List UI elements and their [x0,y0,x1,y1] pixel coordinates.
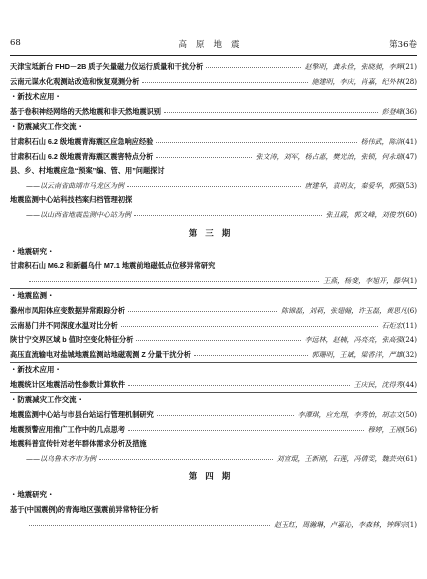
toc-entry[interactable] [10,259,417,274]
entry-page: (60) [402,210,417,219]
entry-byline [380,319,417,334]
toc-entry-continuation[interactable] [10,179,417,194]
entry-byline [272,518,417,533]
dot-leader [164,112,378,114]
toc-entry[interactable] [10,105,417,120]
entry-byline [366,423,417,438]
entry-title: 高压直流输电对盐城地震监测站地磁观测 Z 分量干扰分析 [10,349,191,359]
dot-leader [29,525,270,527]
entry-authors: 赵玉红，周瀚琳，卢嘉沁，李森林，钟辉宗 [274,520,408,529]
entry-title: 地震监测中心站与市县台站运行管理机制研究 [10,410,154,420]
entry-byline [324,208,417,223]
entry-page: (11) [402,321,417,330]
toc-entry-continuation[interactable] [10,208,417,223]
entry-page: (44) [402,380,417,389]
toc-entry-continuation[interactable] [10,274,417,289]
section-heading: ・新技术应用・ [10,92,62,102]
entry-authors: 唐建华，袁明友，秦爱华，郭强 [304,181,403,190]
toc-entry[interactable] [10,348,417,363]
dot-leader [127,186,301,188]
dot-leader [157,415,294,417]
entry-title: 甘肃积石山 6.2 级地震青海震区应急响应经验 [10,136,154,146]
dot-leader [128,311,277,313]
dot-leader [156,142,357,144]
entry-byline [296,408,417,423]
toc-entry[interactable] [10,408,417,423]
entry-authors: 王燕，杨斐，李旭开，滕华 [323,276,408,285]
entry-title: 基于(中国震例)的青海地区强震前异常特征分析 [10,505,159,515]
entry-page: (32) [402,350,417,359]
entry-authors: 张丑霞，郭文峰，刘俊芳 [325,210,403,219]
entry-title [10,277,26,285]
entry-page: (21) [402,63,417,71]
toc-entry[interactable] [10,304,417,319]
entry-byline [310,75,417,90]
entry-page: (6) [407,306,417,315]
entry-title: 地震统计区地震活动性参数计算软件 [10,379,126,389]
toc-entry-continuation[interactable] [10,452,417,467]
toc-entry[interactable] [10,423,417,438]
toc-entry[interactable] [10,437,417,452]
toc-entry[interactable] [10,150,417,165]
dot-leader [99,459,273,461]
entry-authors: 石炬宏 [381,321,403,330]
entry-title: 甘肃积石山 6.2 级地震青海震区震害特点分析 [10,151,154,161]
entry-title: ——以山西省地震监测中心站为例 [26,210,131,219]
dot-leader [128,430,364,432]
entry-title: 地震预警应用推广工作中的几点思考 [10,424,126,434]
dot-leader [128,385,350,387]
journal-name: 高原地震 [178,40,249,50]
issue-heading: 第四期 [188,472,239,483]
toc-entry[interactable] [10,75,417,90]
entry-byline [275,452,417,467]
entry-authors: 刘宣琨，王新刚，石莲，冯倩雯，魏芸央 [276,454,403,463]
entry-authors: 施建明，李庆，肖嘉，纪外林 [311,77,403,86]
entry-authors: 李远林，赵楠，冯亮亮，张高强 [304,336,403,345]
toc-entry[interactable] [10,333,417,348]
entry-title: 云南易门井不同深度水温对比分析 [10,320,118,330]
running-header [10,38,417,52]
entry-page: (1) [407,276,417,285]
section-heading: ・地震研究・ [10,490,55,500]
entry-page: (53) [402,181,417,190]
entry-page: (50) [402,411,417,420]
entry-byline [303,179,417,194]
entry-page: (61) [402,454,417,463]
entry-byline [303,333,417,348]
entry-title: 陕甘宁交界区域 b 值时空变化特征分析 [10,335,134,345]
section-heading: ・新技术应用・ [10,365,62,375]
entry-byline [380,105,417,120]
section-heading: ・防震减灾工作交流・ [10,122,84,132]
entry-authors: 彭登峰 [381,107,403,116]
entry-authors: 郭珊明，王斌，梁香洋，严雄 [311,350,403,359]
entry-title: ——以乌鲁木齐市为例 [26,454,96,463]
entry-byline [254,150,417,165]
dot-leader [121,326,378,328]
volume-label: 第36卷 [389,40,417,50]
entry-title: 云南元谋水化观测站改造和恢复观测分析 [10,76,140,86]
entry-page: (24) [402,336,417,345]
dot-leader [206,67,301,69]
entry-page: (1) [407,520,417,529]
header-rule [10,55,417,56]
entry-page: (41) [402,137,417,146]
toc-entry[interactable] [10,193,417,208]
dot-leader [29,281,319,283]
entry-authors: 王庆民，沈得秀 [353,380,403,389]
table-of-contents [10,60,417,532]
issue-heading: 第三期 [188,228,239,239]
toc-entry[interactable] [10,319,417,334]
toc-entry[interactable] [10,378,417,393]
dot-leader [142,82,308,84]
entry-page: (36) [402,107,417,116]
toc-entry-continuation[interactable] [10,518,417,533]
toc-entry[interactable] [10,135,417,150]
entry-authors: 李潭琪，应允翔，李秀怡，胡志文 [297,411,403,420]
entry-title: 基于卷积神经网络的天然地震和非天然地震识别 [10,106,161,116]
entry-byline [279,304,417,319]
toc-entry[interactable] [10,503,417,518]
dot-leader [194,355,308,357]
entry-title: 滁州市凤阳体应变数据异常跟踪分析 [10,305,126,315]
entry-page: (47) [402,152,417,161]
section-heading: ・地震研究・ [10,246,55,256]
entry-title: 甘肃积石山 M6.2 和新疆乌什 M7.1 地震前地磁低点位移异常研究 [10,261,216,271]
dot-leader [136,340,301,342]
entry-authors: 赵擎明，龚永俭，张晓昶，李辉 [304,63,403,71]
page-number: 68 [10,38,21,48]
toc-entry[interactable] [10,164,417,179]
section-heading: ・地震监测・ [10,291,55,301]
entry-title [10,521,26,529]
entry-authors: 张文涛，刘军，杨占惠，樊光治，张锁，何永瑞 [255,152,403,161]
entry-title: 县、乡、村地震应急“预案”编、管、用”问题探讨 [10,166,165,176]
entry-title: 天津宝坻新台 FHD－2B 质子矢量磁力仪运行质量和干扰分析 [10,62,204,71]
entry-byline [352,378,417,393]
dot-leader [134,215,322,217]
entry-byline [303,60,417,75]
section-heading: ・防震减灾工作交流・ [10,395,84,405]
entry-title: 地震监测中心站科技档案归档管理初探 [10,195,133,205]
entry-byline [359,135,417,150]
entry-title: 地震科普宣传针对老年群体需求分析及措施 [10,439,147,449]
entry-byline [310,348,417,363]
entry-authors: 杨伟武，陈洛 [360,137,403,146]
entry-authors: 穆婷，王刚 [367,425,403,434]
entry-authors: 陈锦磊，刘莉，张翅翰，许玉磊，黄思凡 [281,306,408,315]
dot-leader [156,157,252,159]
entry-byline [321,274,417,289]
entry-page: (28) [402,77,417,86]
entry-page: (56) [402,425,417,434]
toc-entry[interactable] [10,60,417,75]
entry-title: ——以云南省曲靖市马龙区为例 [26,181,124,190]
